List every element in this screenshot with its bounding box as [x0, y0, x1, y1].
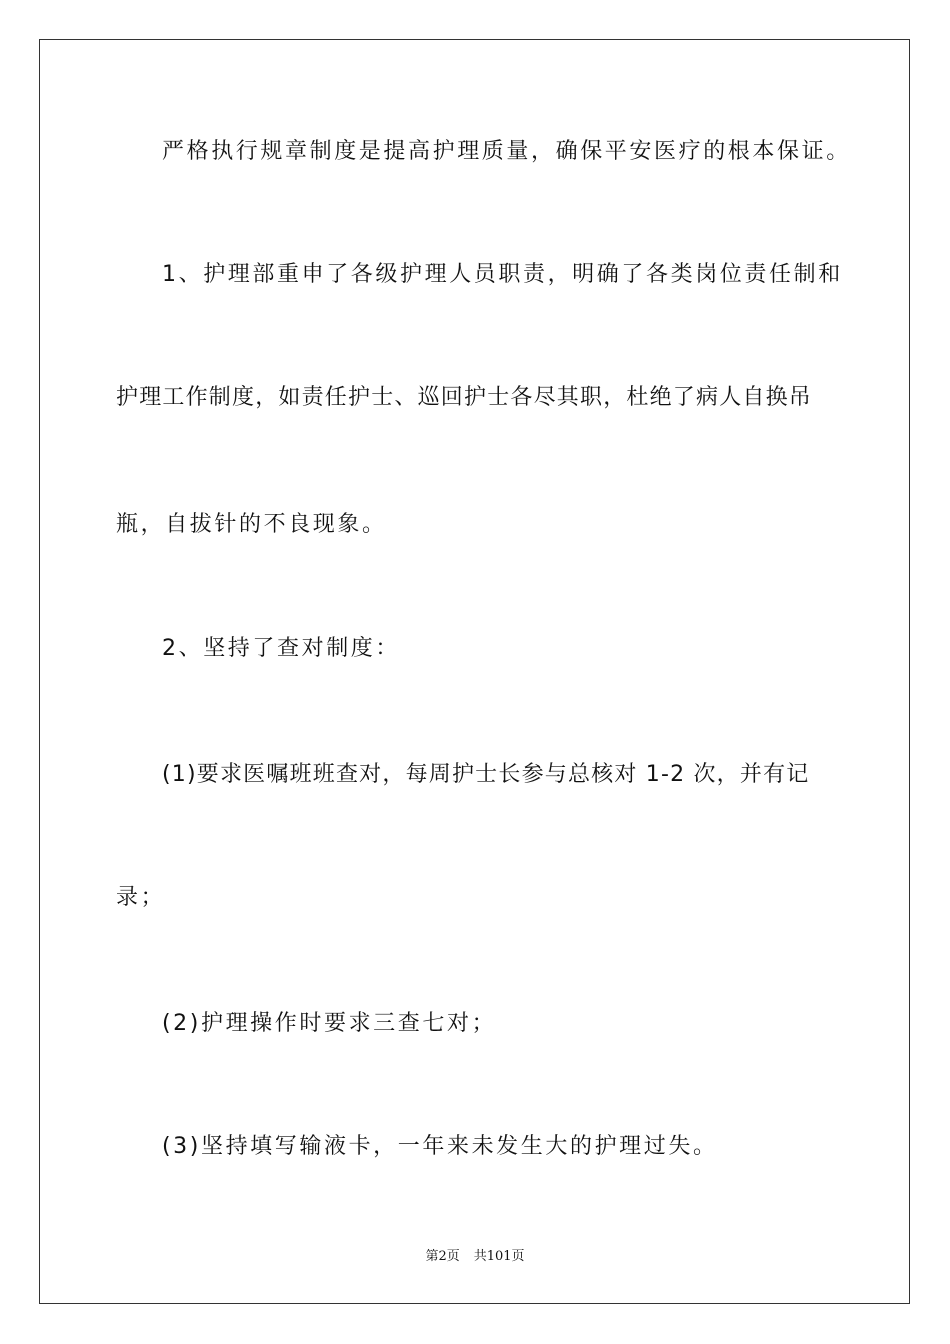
paragraph-line-8: (2)护理操作时要求三查七对； — [162, 1011, 497, 1036]
paragraph-line-7: 录； — [116, 885, 166, 910]
paragraph-line-3: 护理工作制度，如责任护士、巡回护士各尽其职，杜绝了病人自换吊 — [116, 385, 813, 410]
page-border — [39, 39, 910, 1304]
page-number: 第2页 — [425, 1249, 460, 1264]
paragraph-line-2: 1、护理部重申了各级护理人员职责，明确了各类岗位责任制和 — [162, 262, 843, 287]
paragraph-line-1: 严格执行规章制度是提高护理质量，确保平安医疗的根本保证。 — [162, 139, 851, 164]
paragraph-line-5: 2、坚持了查对制度： — [162, 636, 400, 661]
total-pages: 共101页 — [473, 1249, 525, 1264]
paragraph-line-4: 瓶，自拔针的不良现象。 — [116, 512, 387, 537]
paragraph-line-6: (1)要求医嘱班班查对，每周护士长参与总核对 1-2 次，并有记 — [162, 762, 810, 787]
paragraph-line-9: (3)坚持填写输液卡，一年来未发生大的护理过失。 — [162, 1134, 718, 1159]
page-footer — [0, 1248, 950, 1266]
